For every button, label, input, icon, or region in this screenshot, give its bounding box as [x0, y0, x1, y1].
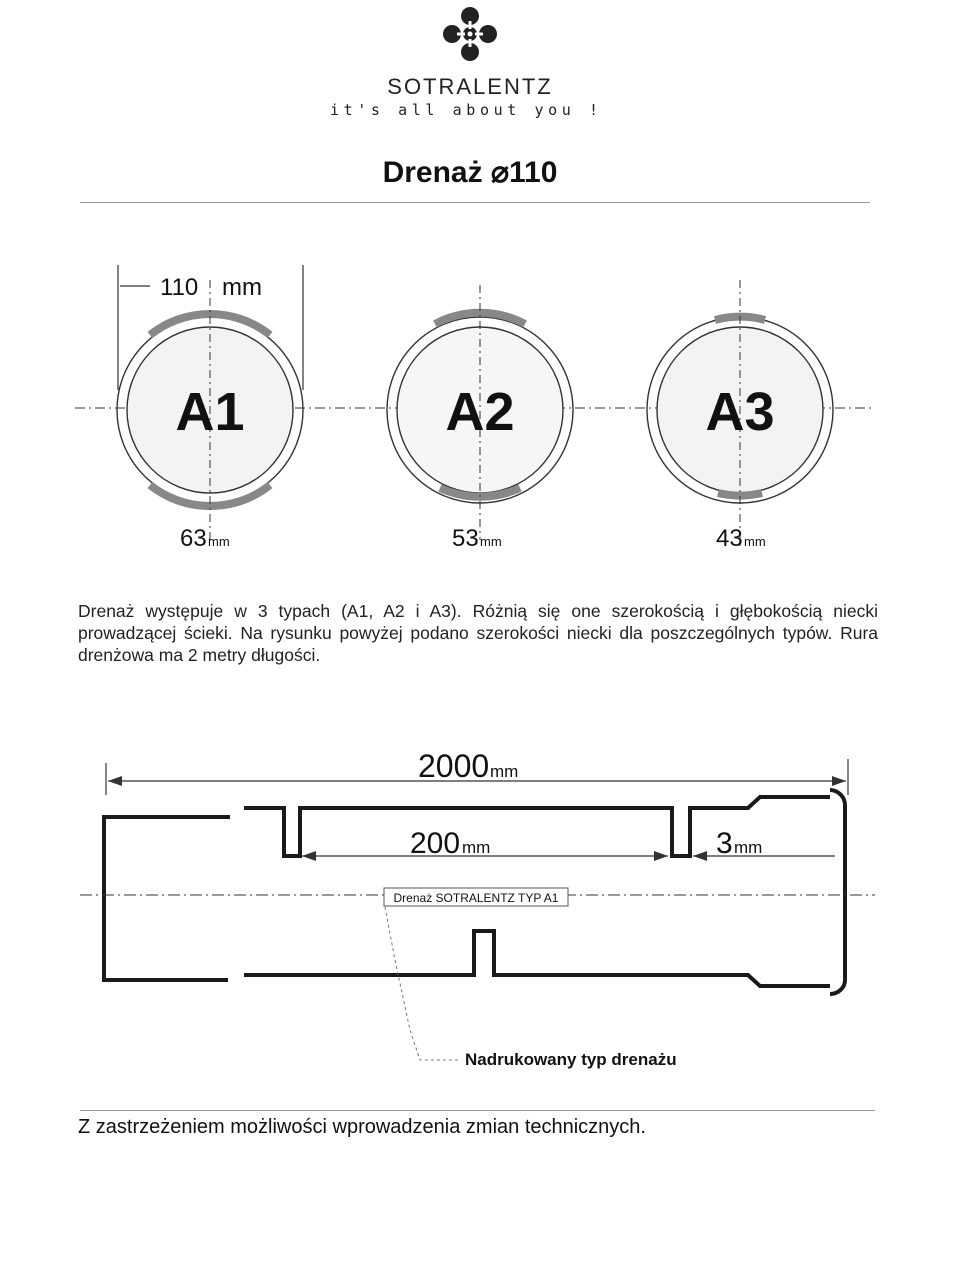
cross-section-drawing	[0, 250, 960, 570]
section-a3	[647, 280, 833, 552]
section-a1-width-value: 63	[180, 525, 207, 552]
section-a1-width-unit: mm	[208, 534, 230, 549]
slot-dimension	[693, 827, 835, 861]
length-dimension	[106, 748, 848, 795]
title-divider	[80, 202, 870, 203]
slot-unit: mm	[734, 838, 763, 857]
slot-value: 3	[716, 827, 733, 860]
footer-divider	[80, 1110, 875, 1111]
print-caption: Nadrukowany typ drenażu	[465, 1050, 677, 1069]
sotralentz-logo-icon	[440, 4, 500, 64]
section-a2-width-value: 53	[452, 525, 479, 552]
print-label-box	[384, 888, 568, 906]
length-unit: mm	[490, 762, 519, 781]
description-text: Drenaż występuje w 3 typach (A1, A2 i A3). Różnią się one szerokością i głębokością niecki prowadzącej ścieki. Na rysunku powyżej podano szerokości niecki dla poszczególnych typów. Rura drenżowa ma 2 metry długości.	[78, 601, 878, 665]
section-a3-width-unit: mm	[744, 534, 766, 549]
spacing-value: 200	[410, 827, 461, 860]
brand-name: SOTRALENTZ	[387, 74, 553, 99]
print-label-leader	[385, 907, 460, 1060]
section-a2	[387, 285, 573, 552]
pipe-drawing	[0, 745, 960, 1085]
document-title: Drenaż ⌀110	[382, 156, 558, 189]
brand-slogan: it's all about you !	[330, 101, 603, 119]
diameter-unit: mm	[222, 274, 262, 301]
footer-note: Z zastrzeżeniem możliwości wprowadzenia zmian technicznych.	[78, 1116, 646, 1138]
section-a2-label: A2	[445, 382, 515, 442]
spacing-unit: mm	[462, 838, 491, 857]
section-a3-label: A3	[705, 382, 775, 442]
spacing-dimension	[302, 827, 668, 861]
section-a1-label: A1	[175, 382, 245, 442]
section-a1	[117, 280, 303, 552]
print-label-text: Drenaż SOTRALENTZ TYP A1	[393, 891, 559, 905]
length-value: 2000	[418, 748, 490, 784]
section-a3-width-value: 43	[716, 525, 743, 552]
section-a2-width-unit: mm	[480, 534, 502, 549]
diameter-value: 110	[160, 274, 199, 301]
